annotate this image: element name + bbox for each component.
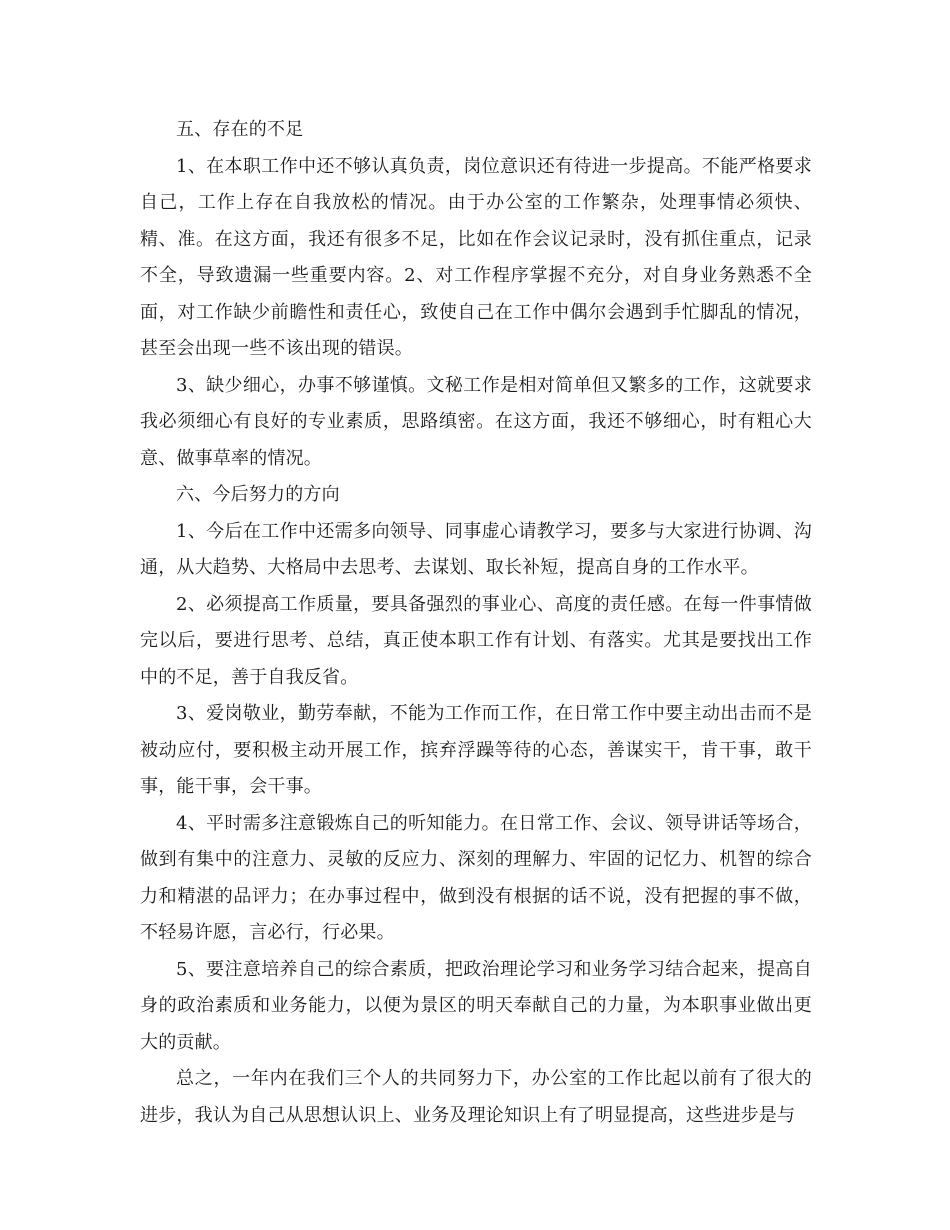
section-heading-shortcomings: 五、存在的不足 — [176, 119, 304, 140]
section-heading-future-direction: 六、今后努力的方向 — [176, 484, 340, 505]
paragraph-shortcoming-1-2: 1、在本职工作中还不够认真负责，岗位意识还有待进一步提高。不能严格要求自己，工作上存在自我放松的情况。由于办公室的工作繁杂，处理事情必须快、精、准。在这方面，我还有很多不足，比如在作会议记录时，没有抓住重点，记录不全，导致遗漏一些重要内容。2、对工作程序掌握不充分，对自身业务熟悉不全面，对工作缺少前瞻性和责任心，致使自己在工作中偶尔会遇到手忙脚乱的情况，甚至会出现一些不该出现的错误。 — [140, 155, 812, 359]
paragraph-conclusion: 总之，一年内在我们三个人的共同努力下，办公室的工作比起以前有了很大的进步，我认为自己从思想认识上、业务及理论知识上有了明显提高，这些进步是与 — [140, 1068, 812, 1126]
paragraph-direction-3: 3、爱岗敬业，勤劳奉献，不能为工作而工作，在日常工作中要主动出击而不是被动应付，要积极主动开展工作，摈弃浮躁等待的心态，善谋实干，肯干事，敢干事，能干事，会干事。 — [140, 703, 812, 797]
paragraph-direction-1: 1、今后在工作中还需多向领导、同事虚心请教学习，要多与大家进行协调、沟通，从大趋势、大格局中去思考、去谋划、取长补短，提高自身的工作水平。 — [140, 520, 812, 578]
paragraph-direction-4: 4、平时需多注意锻炼自己的听知能力。在日常工作、会议、领导讲话等场合，做到有集中的注意力、灵敏的反应力、深刻的理解力、牢固的记忆力、机智的综合力和精湛的品评力；在办事过程中，做到没有根据的话不说，没有把握的事不做，不轻易许愿，言必行，行必果。 — [140, 812, 812, 943]
paragraph-direction-5: 5、要注意培养自己的综合素质，把政治理论学习和业务学习结合起来，提高自身的政治素质和业务能力，以便为景区的明天奉献自己的力量，为本职事业做出更大的贡献。 — [140, 958, 812, 1053]
document-body — [140, 112, 812, 1134]
paragraph-direction-2: 2、必须提高工作质量，要具备强烈的事业心、高度的责任感。在每一件事情做完以后，要进行思考、总结，真正使本职工作有计划、有落实。尤其是要找出工作中的不足，善于自我反省。 — [140, 593, 812, 688]
paragraph-shortcoming-3: 3、缺少细心，办事不够谨慎。文秘工作是相对简单但又繁多的工作，这就要求我必须细心有良好的专业素质，思路缜密。在这方面，我还不够细心，时有粗心大意、做事草率的情况。 — [140, 374, 812, 469]
